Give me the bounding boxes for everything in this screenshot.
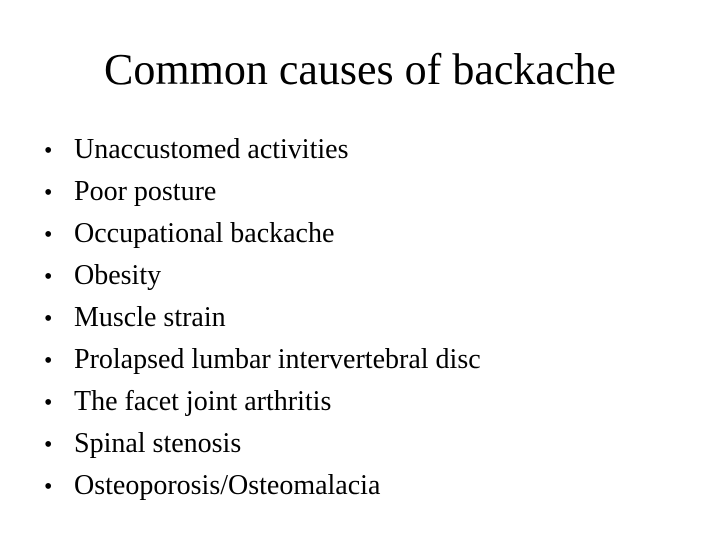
list-item-text: The facet joint arthritis xyxy=(74,386,332,417)
list-item-text: Occupational backache xyxy=(74,218,335,249)
bullet-icon: • xyxy=(44,390,53,416)
list-item-text: Obesity xyxy=(74,260,162,291)
list-item xyxy=(44,339,481,381)
bullet-icon: • xyxy=(44,306,53,332)
bullet-icon: • xyxy=(44,264,53,290)
list-item-text: Poor posture xyxy=(74,176,217,207)
bullet-icon: • xyxy=(44,180,53,206)
list-item xyxy=(44,213,481,255)
bullet-icon: • xyxy=(44,432,53,458)
list-item xyxy=(44,381,481,423)
list-item xyxy=(44,129,481,171)
bullet-icon: • xyxy=(44,138,53,164)
list-item-text: Osteoporosis/Osteomalacia xyxy=(74,470,381,501)
slide-title: Common causes of backache xyxy=(104,45,616,94)
bullet-icon: • xyxy=(44,222,53,248)
list-item xyxy=(44,255,481,297)
list-item-text: Unaccustomed activities xyxy=(74,134,349,165)
list-item-text: Spinal stenosis xyxy=(74,428,242,459)
list-item-text: Muscle strain xyxy=(74,302,226,333)
list-item xyxy=(44,465,481,507)
causes-list xyxy=(44,129,481,507)
list-item xyxy=(44,423,481,465)
list-item-text: Prolapsed lumbar intervertebral disc xyxy=(74,344,481,375)
bullet-icon: • xyxy=(44,348,53,374)
list-item xyxy=(44,171,481,213)
list-item xyxy=(44,297,481,339)
bullet-icon: • xyxy=(44,474,53,500)
